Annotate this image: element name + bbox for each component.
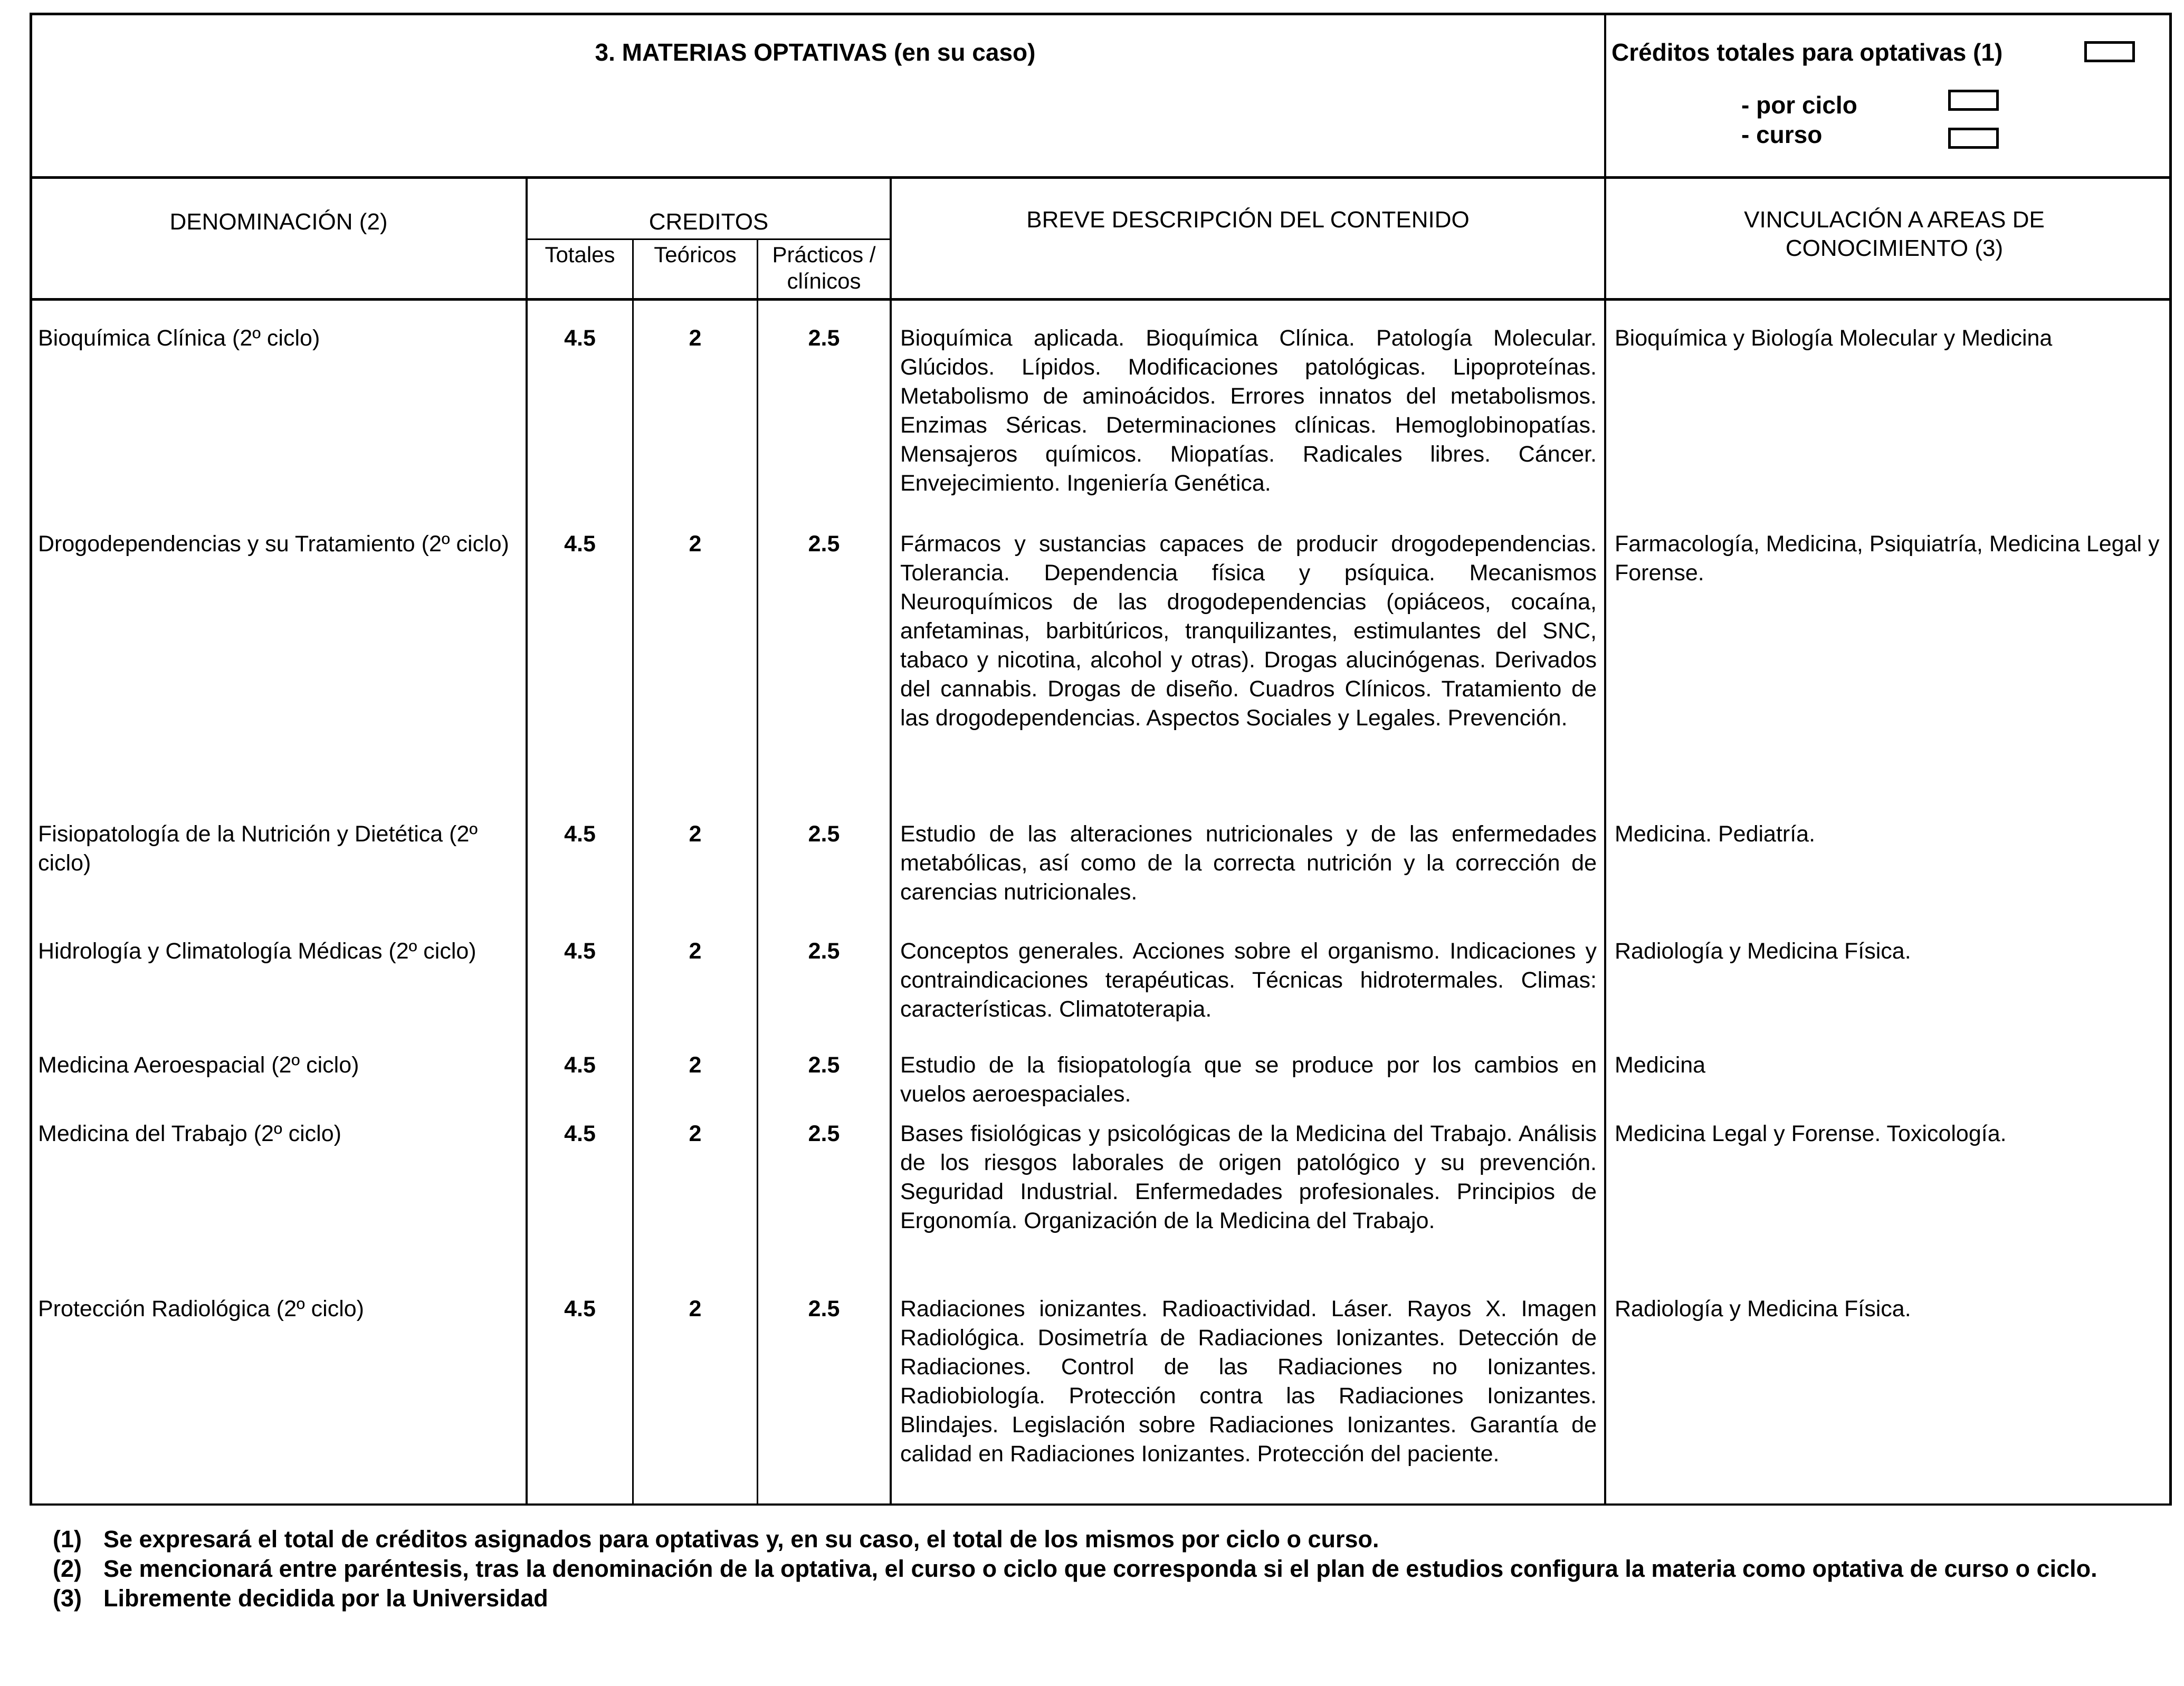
row-3-description: Estudio de las alteraciones nutricionales y de las enfermedades metabólicas, así como de la correcta nutrición y la corrección de carencias nutricionales. bbox=[900, 821, 1597, 905]
row-5-teoricos: 2 bbox=[689, 1052, 702, 1078]
footnote-2 bbox=[53, 1554, 2111, 1584]
footnote-1-text: Se expresará el total de créditos asignados para optativas y, en su caso, el total de los mismos por ciclo o curso. bbox=[103, 1526, 1379, 1553]
col-header-practicos: Prácticos / clínicos bbox=[772, 242, 876, 293]
row-3-teoricos: 2 bbox=[689, 821, 702, 847]
row-2-areas: Farmacología, Medicina, Psiquiatría, Medicina Legal y Forense. bbox=[1615, 531, 2160, 586]
footnotes bbox=[53, 1525, 2111, 1613]
footnote-1-number: (1) bbox=[53, 1526, 82, 1553]
footnote-3 bbox=[53, 1584, 2111, 1613]
row-7-practicos: 2.5 bbox=[808, 1296, 840, 1321]
row-2-practicos: 2.5 bbox=[808, 531, 840, 557]
row-6-areas: Medicina Legal y Forense. Toxicología. bbox=[1615, 1121, 2007, 1146]
credits-total-box[interactable] bbox=[2084, 41, 2135, 62]
credits-total-label: Créditos totales para optativas (1) bbox=[1611, 39, 2003, 66]
column-head-divider bbox=[30, 298, 2172, 301]
row-1-areas: Bioquímica y Biología Molecular y Medicina bbox=[1615, 325, 2053, 351]
per-course-label: - curso bbox=[1741, 121, 1823, 148]
section-title: 3. MATERIAS OPTATIVAS (en su caso) bbox=[595, 39, 1036, 66]
row-5-practicos: 2.5 bbox=[808, 1052, 840, 1078]
table-bottom-line bbox=[30, 1503, 2172, 1506]
row-3-totales: 4.5 bbox=[564, 821, 596, 847]
row-6-teoricos: 2 bbox=[689, 1121, 702, 1146]
per-course-box[interactable] bbox=[1948, 128, 1999, 149]
row-6-totales: 4.5 bbox=[564, 1121, 596, 1146]
row-5-areas: Medicina bbox=[1615, 1052, 1706, 1078]
row-4-teoricos: 2 bbox=[689, 938, 702, 964]
row-1-teoricos: 2 bbox=[689, 325, 702, 351]
row-4-description: Conceptos generales. Acciones sobre el organismo. Indicaciones y contraindicaciones terapéuticas. Técnicas hidrotermales. Climas: características. Climatoterapia. bbox=[900, 938, 1597, 1022]
row-7-totales: 4.5 bbox=[564, 1296, 596, 1321]
col-header-vinculacion: VINCULACIÓN A AREAS DE CONOCIMIENTO (3) bbox=[1744, 207, 2045, 261]
col-sep-practicos bbox=[890, 176, 892, 1506]
footnote-1 bbox=[53, 1525, 2111, 1554]
row-1-totales: 4.5 bbox=[564, 325, 596, 351]
footnote-2-text: Se mencionará entre paréntesis, tras la denominación de la optativa, el curso o ciclo que corresponda si el plan de estudios configura la materia como optativa de curso o ciclo. bbox=[103, 1555, 2097, 1582]
col-header-creditos: CREDITOS bbox=[648, 209, 769, 235]
row-5-name: Medicina Aeroespacial (2º ciclo) bbox=[38, 1052, 359, 1078]
title-credits-separator bbox=[1604, 13, 1606, 1506]
row-1-practicos: 2.5 bbox=[808, 325, 840, 351]
row-3-practicos: 2.5 bbox=[808, 821, 840, 847]
header-divider bbox=[30, 176, 2172, 179]
row-6-description: Bases fisiológicas y psicológicas de la Medicina del Trabajo. Análisis de los riesgos laborales de origen patológico y su prevención. Seguridad Industrial. Enfermedades profesionales. Principios de Ergonomía. Organización de la Medicina del Trabajo. bbox=[900, 1121, 1597, 1233]
row-1-name: Bioquímica Clínica (2º ciclo) bbox=[38, 325, 320, 351]
row-7-description: Radiaciones ionizantes. Radioactividad. Láser. Rayos X. Imagen Radiológica. Dosimetría de Radiaciones Ionizantes. Detección de Radiaciones. Control de las Radiaciones no Ionizantes. Radiobiología. Protección contra las Radiaciones Ionizantes. Blindajes. Legislación sobre Radiaciones Ionizantes. Garantía de calidad en Radiaciones Ionizantes. Protección del paciente. bbox=[900, 1296, 1597, 1467]
row-2-name: Drogodependencias y su Tratamiento (2º ciclo) bbox=[38, 531, 509, 557]
row-3-name: Fisiopatología de la Nutrición y Dietética (2º ciclo) bbox=[38, 821, 478, 876]
row-6-name: Medicina del Trabajo (2º ciclo) bbox=[38, 1121, 341, 1146]
row-2-description: Fármacos y sustancias capaces de producir drogodependencias. Tolerancia. Dependencia física y psíquica. Mecanismos Neuroquímicos de las drogodependencias (opiáceos, cocaína, anfetaminas, barbitúricos, tranquilizantes, estimulantes del SNC, tabaco y nicotina, alcohol y otras). Drogas alucinógenas. Derivados del cannabis. Drogas de diseño. Cuadros Clínicos. Tratamiento de las drogodependencias. Aspectos Sociales y Legales. Prevención. bbox=[900, 531, 1597, 731]
row-7-teoricos: 2 bbox=[689, 1296, 702, 1321]
col-header-descripcion: BREVE DESCRIPCIÓN DEL CONTENIDO bbox=[1026, 207, 1470, 233]
row-2-teoricos: 2 bbox=[689, 531, 702, 557]
row-2-totales: 4.5 bbox=[564, 531, 596, 557]
creditos-subhead-divider bbox=[527, 238, 891, 240]
per-cycle-label: - por ciclo bbox=[1741, 91, 1857, 119]
col-header-denominacion: DENOMINACIÓN (2) bbox=[169, 209, 388, 235]
footnote-3-number: (3) bbox=[53, 1585, 82, 1612]
col-header-totales: Totales bbox=[545, 242, 615, 267]
row-4-practicos: 2.5 bbox=[808, 938, 840, 964]
footnote-3-text: Libremente decidida por la Universidad bbox=[103, 1585, 548, 1612]
row-5-totales: 4.5 bbox=[564, 1052, 596, 1078]
row-4-areas: Radiología y Medicina Física. bbox=[1615, 938, 1911, 964]
row-4-name: Hidrología y Climatología Médicas (2º ciclo) bbox=[38, 938, 476, 964]
row-6-practicos: 2.5 bbox=[808, 1121, 840, 1146]
row-3-areas: Medicina. Pediatría. bbox=[1615, 821, 1816, 847]
row-5-description: Estudio de la fisiopatología que se produce por los cambios en vuelos aeroespaciales. bbox=[900, 1052, 1597, 1107]
row-1-description: Bioquímica aplicada. Bioquímica Clínica. Patología Molecular. Glúcidos. Lípidos. Modificaciones patológicas. Lipoproteínas. Metabolismo de aminoácidos. Errores innatos del metabolismos. Enzimas Séricas. Determinaciones clínicas. Hemoglobinopatías. Mensajeros químicos. Miopatías. Radicales libres. Cáncer. Envejecimiento. Ingeniería Genética. bbox=[900, 325, 1597, 496]
col-header-teoricos: Teóricos bbox=[654, 242, 737, 267]
per-cycle-box[interactable] bbox=[1948, 90, 1999, 111]
row-7-areas: Radiología y Medicina Física. bbox=[1615, 1296, 1911, 1321]
footnote-2-number: (2) bbox=[53, 1555, 82, 1582]
row-7-name: Protección Radiológica (2º ciclo) bbox=[38, 1296, 364, 1321]
row-4-totales: 4.5 bbox=[564, 938, 596, 964]
